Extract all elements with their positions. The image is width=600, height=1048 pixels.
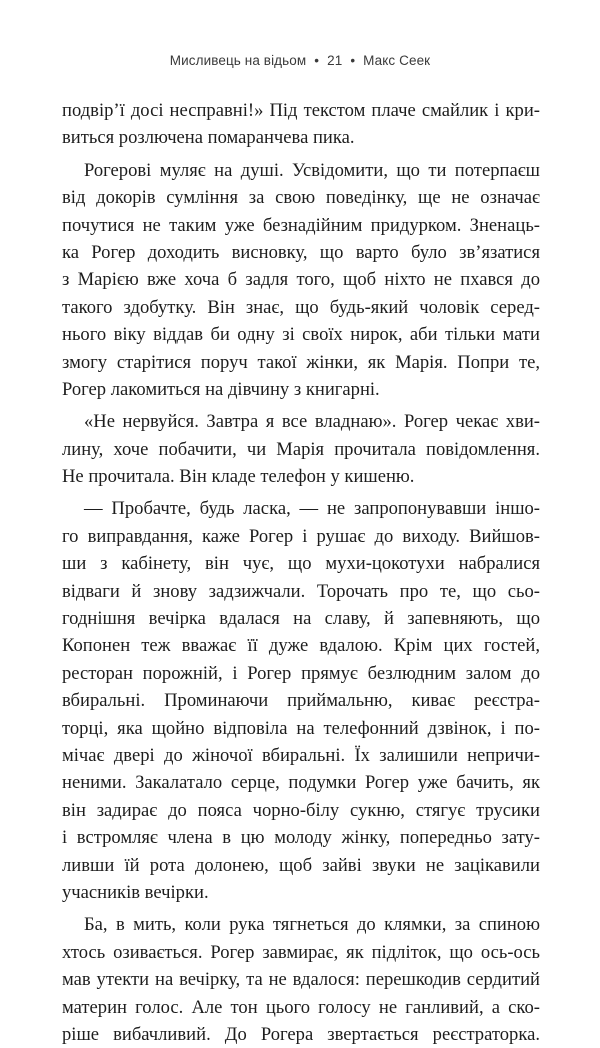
- paragraph: [62, 157, 540, 404]
- header-separator: •: [314, 53, 320, 68]
- author-name: Макс Сеек: [363, 53, 431, 68]
- text-line: ресторан порожній, і Рогер прямує безлюдним залом до: [62, 662, 540, 684]
- text-line: змогу старітися поруч такої жінки, як Марія. Попри те,: [62, 351, 540, 373]
- text-line: він задирає до пояса чорно-білу сукню, стягує трусики: [62, 799, 540, 821]
- paragraph: [62, 911, 540, 1048]
- text-line: ливши їй рота долонею, щоб зайві звуки не зацікавили: [62, 854, 540, 876]
- text-line: мав утекти на вечірку, та не вдалося: перешкодив сердитий: [62, 969, 540, 991]
- text-line: ши з кабінету, він чує, що мухи-цокотухи набралися: [62, 553, 540, 575]
- text-line: учасників вечірки.: [62, 881, 209, 903]
- text-line: торці, яка щойно відповіла на телефонний дзвінок, і по-: [62, 717, 540, 739]
- text-line: годнішня вечірка вдалася на славу, й запевняють, що: [62, 608, 540, 630]
- text-line: — Пробачте, будь ласка, — не запропонувавши іншо-: [84, 498, 540, 520]
- text-line: від докорів сумління за свою поведінку, ще не означає: [62, 187, 540, 209]
- text-line: і встромляє члена в цю молоду жінку, попередньо зату-: [62, 827, 540, 849]
- text-line: мічає двері до жіночої вбиральні. Їх залишили непричи-: [62, 744, 540, 766]
- text-line: відваги й знову задзижчали. Торочать про те, що сьо-: [62, 580, 540, 602]
- text-line: Не прочитала. Він кладе телефон у кишеню.: [62, 466, 415, 488]
- text-line: Рогер лакомиться на дівчину з книгарні.: [62, 378, 380, 400]
- text-line: неними. Закалатало серце, подумки Рогер уже бачить, як: [62, 772, 540, 794]
- text-line: нього віку віддав би одну зі своїх нирок, аби тільки мати: [62, 324, 540, 346]
- text-line: виться розлючена помаранчева пика.: [62, 127, 355, 149]
- text-line: лину, хоче побачити, чи Марія прочитала повідомлення.: [62, 438, 540, 460]
- text-line: подвір’ї досі несправні!» Під текстом плаче смайлик і кри-: [62, 100, 540, 121]
- paragraph: [62, 97, 540, 152]
- text-line: Рогерові муляє на душі. Усвідомити, що ти потерпаєш: [84, 159, 540, 181]
- text-line: го виправдання, каже Рогер і рушає до виходу. Вийшов-: [62, 525, 540, 547]
- text-line: почутися не таким уже безнадійним придурком. Зненаць-: [62, 214, 540, 236]
- text-line: вбиральні. Проминаючи приймальню, киває реєстра-: [62, 690, 540, 712]
- text-line: хтось озивається. Рогер завмирає, як підліток, що ось-ось: [62, 941, 540, 963]
- body-text: [62, 97, 540, 1048]
- header-separator: •: [350, 53, 356, 68]
- text-line: Копонен теж вважає її дуже вдалою. Крім цих гостей,: [62, 635, 540, 657]
- paragraph: [62, 408, 540, 490]
- running-header: [0, 53, 600, 68]
- text-line: «Не нервуйся. Завтра я все владнаю». Рогер чекає хви-: [84, 411, 540, 433]
- text-line: такого здобутку. Він знає, що будь-який чоловік серед-: [62, 296, 540, 318]
- text-line: Ба, в мить, коли рука тягнеться до клямки, за спиною: [84, 914, 540, 936]
- text-line: ріше вибачливий. До Рогера звертається реєстраторка.: [62, 1023, 540, 1045]
- book-title: Мисливець на відьом: [169, 53, 307, 68]
- paragraph: [62, 495, 540, 906]
- text-line: ка Рогер доходить висновку, що варто було зв’язатися: [62, 241, 540, 263]
- page-number: 21: [327, 53, 343, 68]
- text-line: з Марією вже хоча б задля того, щоб ніхто не пхався до: [62, 269, 540, 291]
- text-line: материн голос. Але тон цього голосу не ганливий, а ско-: [62, 996, 540, 1018]
